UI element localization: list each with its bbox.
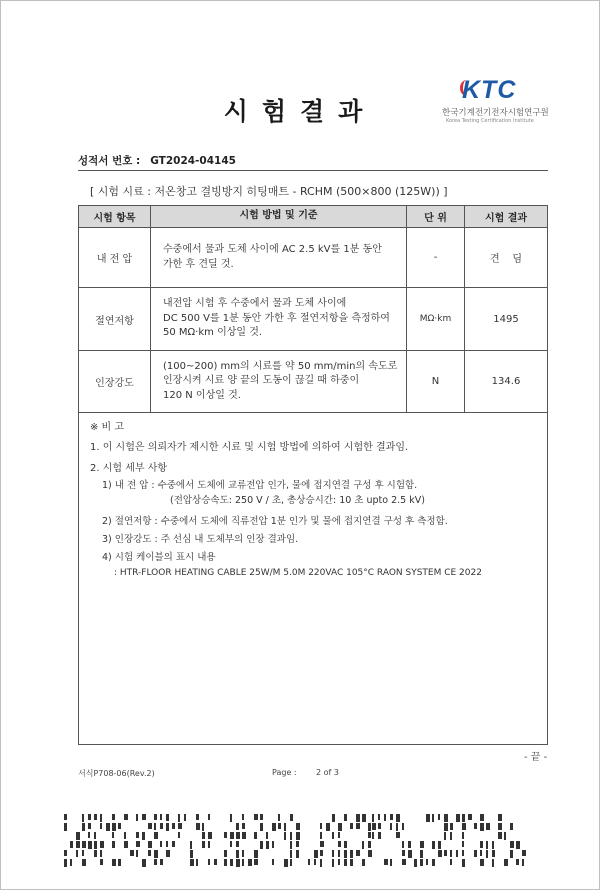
row-unit: MΩ·km xyxy=(407,288,465,350)
table-row xyxy=(79,288,547,351)
row-method xyxy=(151,351,407,412)
note-line: 3) 인장강도 : 주 선심 내 도체부의 인장 결과임. xyxy=(102,534,299,545)
row-method xyxy=(151,288,407,350)
row-item: 내 전 압 xyxy=(79,228,151,287)
table-row xyxy=(79,351,547,413)
security-barcode-icon xyxy=(218,814,378,870)
divider xyxy=(78,170,548,171)
row-item: 절연저항 xyxy=(79,288,151,350)
ktc-logo xyxy=(438,76,578,126)
method-line: 120 N 이상일 것. xyxy=(163,389,241,401)
certificate-number xyxy=(78,153,236,168)
row-unit: - xyxy=(407,228,465,287)
note-line: 1) 내 전 압 : 수중에서 도체에 교류전압 인가, 물에 접지연결 구성 후 시험함. xyxy=(102,480,418,491)
page-title: 시험결과 xyxy=(223,97,377,126)
page-number: 2 of 3 xyxy=(316,768,339,777)
security-barcode-icon xyxy=(64,814,224,870)
logo-english-name: Korea Testing Certification Institute xyxy=(446,118,534,124)
header-item: 시험 항목 xyxy=(79,206,151,227)
certificate-value: GT2024-04145 xyxy=(150,155,236,167)
header-unit: 단 위 xyxy=(407,206,465,227)
note-line: 1. 이 시험은 의뢰자가 제시한 시료 및 시험 방법에 의하여 시험한 결과임. xyxy=(90,442,409,453)
row-result: 134.6 xyxy=(491,376,521,387)
row-item: 인장강도 xyxy=(79,351,151,412)
table-row xyxy=(79,228,547,288)
row-unit: N xyxy=(407,351,465,412)
method-line: 내전압 시험 후 수중에서 물과 도체 사이에 xyxy=(163,298,347,310)
row-result: 1495 xyxy=(493,313,519,325)
end-mark: - 끝 - xyxy=(524,752,548,763)
method-line: 50 MΩ·km 이상일 것. xyxy=(163,327,263,339)
header-method: 시험 방법 및 기준 xyxy=(151,206,407,227)
header-result: 시험 결과 xyxy=(484,213,528,224)
sample-description: [ 시험 시료 : 저온창고 결빙방지 히팅매트 - RCHM (500×800 (125W)) ] xyxy=(90,185,448,198)
method-line: 인장시켜 시료 양 끝의 도동이 끊길 때 하중이 xyxy=(163,375,360,387)
certificate-label: 성적서 번호 : xyxy=(78,155,141,167)
note-line: (전압상승속도: 250 V / 초, 총상승시간: 10 초 upto 2.5 kV) xyxy=(170,495,425,506)
method-line: 가한 후 견딜 것. xyxy=(163,258,234,270)
row-method xyxy=(151,228,407,287)
notes-heading: ※ 비 고 xyxy=(90,422,125,433)
page-label: Page : xyxy=(272,768,297,777)
logo-mark: KTC xyxy=(462,76,517,104)
method-line: (100~200) mm의 시료를 약 50 mm/min의 속도로 xyxy=(163,360,398,372)
results-table xyxy=(78,205,548,745)
note-line: : HTR-FLOOR HEATING CABLE 25W/M 5.0M 220VAC 105°C RAON SYSTEM CE 2022 xyxy=(114,568,482,578)
note-line: 4) 시험 케이블의 표시 내용 xyxy=(102,552,216,563)
note-line: 2) 절연저항 : 수중에서 도체에 직류전압 1분 인가 및 물에 접지연결 구성 후 측정함. xyxy=(102,516,448,527)
row-result: 견 딤 xyxy=(489,254,523,265)
table-header xyxy=(79,206,547,228)
note-line: 2. 시험 세부 사항 xyxy=(90,463,168,474)
logo-korean-name: 한국기계전기전자시험연구원 xyxy=(442,108,549,118)
form-number: 서식P708-06(Rev.2) xyxy=(78,769,155,778)
security-barcode-icon xyxy=(372,814,532,870)
method-line: 수중에서 물과 도체 사이에 AC 2.5 kV를 1분 동안 xyxy=(163,244,382,255)
method-line: DC 500 V를 1분 동안 가한 후 절연저항을 측정하여 xyxy=(163,312,390,324)
